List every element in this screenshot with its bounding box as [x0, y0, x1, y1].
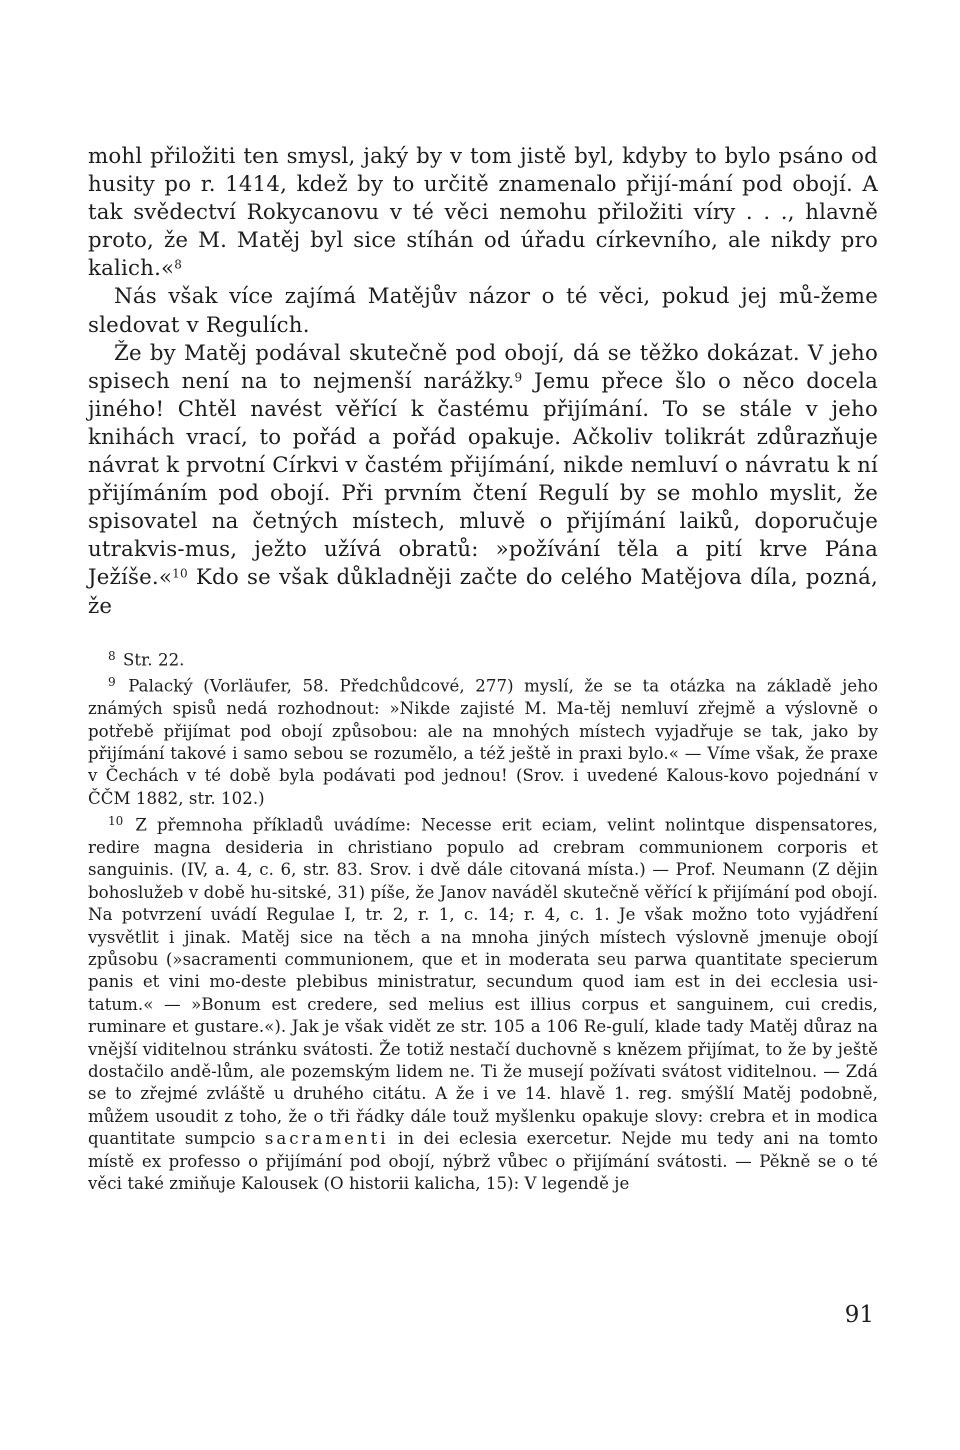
footnote-8: $^8$ Str. 22.: [108, 648, 185, 669]
book-page: [88, 143, 878, 1196]
footnote-ref-9: 9: [514, 370, 523, 385]
footnote-10: $^{10}$ Z přemnoha příkladů uvádíme: Necesse erit eciam, velint nolintque dispensatores, redire magna desideria in christiano populo ad crebram communionem corporis et sanguinis. (IV, a. 4, c. 6, str. 83. Srov. i dvě dále citovaná místa.) — Prof. Neumann (Z dějin bohoslužeb v době hu-sitské, 31) píše, že Janov naváděl skutečně věřící k přijímání pod obojí. Na potvrzení uvádí Regulae I, tr. 2, r. 1, c. 14; r. 4, c. 1. Je však možno toto vyjádření vysvětlit i jinak. Matěj sice na těch a na mnoha jiných místech výslovně jmenuje obojí způsobu (»sacramenti communionem, que et in moderata seu parwa quantitate specierum panis et vini mo-deste plebibus ministratur, secundum quod iam est in dei ecclesia usi-tatum.« — »Bonum est credere, sed melius est illius corpus et sanguinem, cui credis, ruminare et gustare.«). Jak je však vidět ze str. 105 a 106 Re-gulí, klade tady Matěj důraz na vnější viditelnou stránku svátosti. Že totiž nestačí duchovně s knězem přijímat, to že by ještě dostačilo andě-lům, ale pozemským lidem ne. Ti že musejí požívati svátost viditelnou. — Zdá se to zřejmé zvláště u druhého citátu. A že i ve 14. hlavě 1. reg. smýšlí Matěj podobně, můžem usoudit z toho, že o tři řádky dále touž myšlenku opakuje slovy: crebra et in modica quantitate sumpcio sacramenti in dei eclesia exercetur. Nejde mu tedy ani na tomto místě ex professo o přijímání pod obojí, nýbrž vůbec o přijímání svátosti. — Pěkně se o té věci také zmiňuje Kalousek (O historii kalicha, 15): V legendě je: [88, 814, 878, 1194]
footnote-number: 10: [108, 814, 124, 829]
paragraph-matej-view: Nás však více zajímá Matějův názor o té věci, pokud jej mů-žeme sledovat v Regulích.: [88, 284, 878, 338]
footnote-number: 8: [108, 648, 116, 663]
main-text: [88, 143, 878, 621]
spaced-word: sacramenti: [264, 1129, 389, 1149]
footnotes: [88, 645, 878, 1196]
paragraph-communion: Že by Matěj podával skutečně pod obojí, dá se těžko dokázat. V jeho spisech není na to nejmenší narážky.$^9$ Jemu přece šlo o něco docela jiného! Chtěl navést věřící k častému přijímání. To se stále v jeho knihách vrací, to pořád a pořád opakuje. Ačkoliv tolikrát zdůrazňuje návrat k prvotní Církvi v častém přijímání, nikde nemluví o návratu k ní přijímáním pod obojí. Při prvním čtení Regulí by se mohlo myslit, že spisovatel na četných místech, mluvě o přijímání laiků, doporučuje utrakvis-mus, ježto užívá obratů: »požívání těla a pití krve Pána Ježíše.«$^{10}$ Kdo se však důkladněji začte do celého Matějova díla, pozná, že: [88, 340, 878, 619]
footnote-9: $^9$ Palacký (Vorläufer, 58. Předchůdcové, 277) myslí, že se ta otázka na základě jeho známých spisů nedá rozhodnout: »Nikde zajisté M. Ma-těj nemluví zřejmě a výslovně o potřebě přijímat pod obojí způsobou: ale na mnohých místech vyjadřuje se tak, jako by přijímání takové i samo sebou se rozumělo, a též ještě in praxi bylo.« — Víme však, že praxe v Čechách v té době byla podávati pod jednou! (Srov. i uvedené Kalous-kovo pojednání v ČČM 1882, str. 102.): [88, 675, 878, 808]
page-number: 91: [844, 1302, 874, 1328]
footnote-number: 9: [108, 675, 116, 690]
footnote-ref-10: 10: [172, 566, 188, 581]
footnote-ref-8: 8: [174, 257, 183, 272]
paragraph-continuation: mohl přiložiti ten smysl, jaký by v tom jistě byl, kdyby to bylo psáno od husity po r. 1414, kdež by to určitě znamenalo přijí-mání pod obojí. A tak svědectví Rokycanovu v té věci nemohu přiložiti víry . . ., hlavně proto, že M. Matěj byl sice stíhán od úřadu církevního, ale nikdy pro kalich.«$^8$: [88, 144, 878, 282]
